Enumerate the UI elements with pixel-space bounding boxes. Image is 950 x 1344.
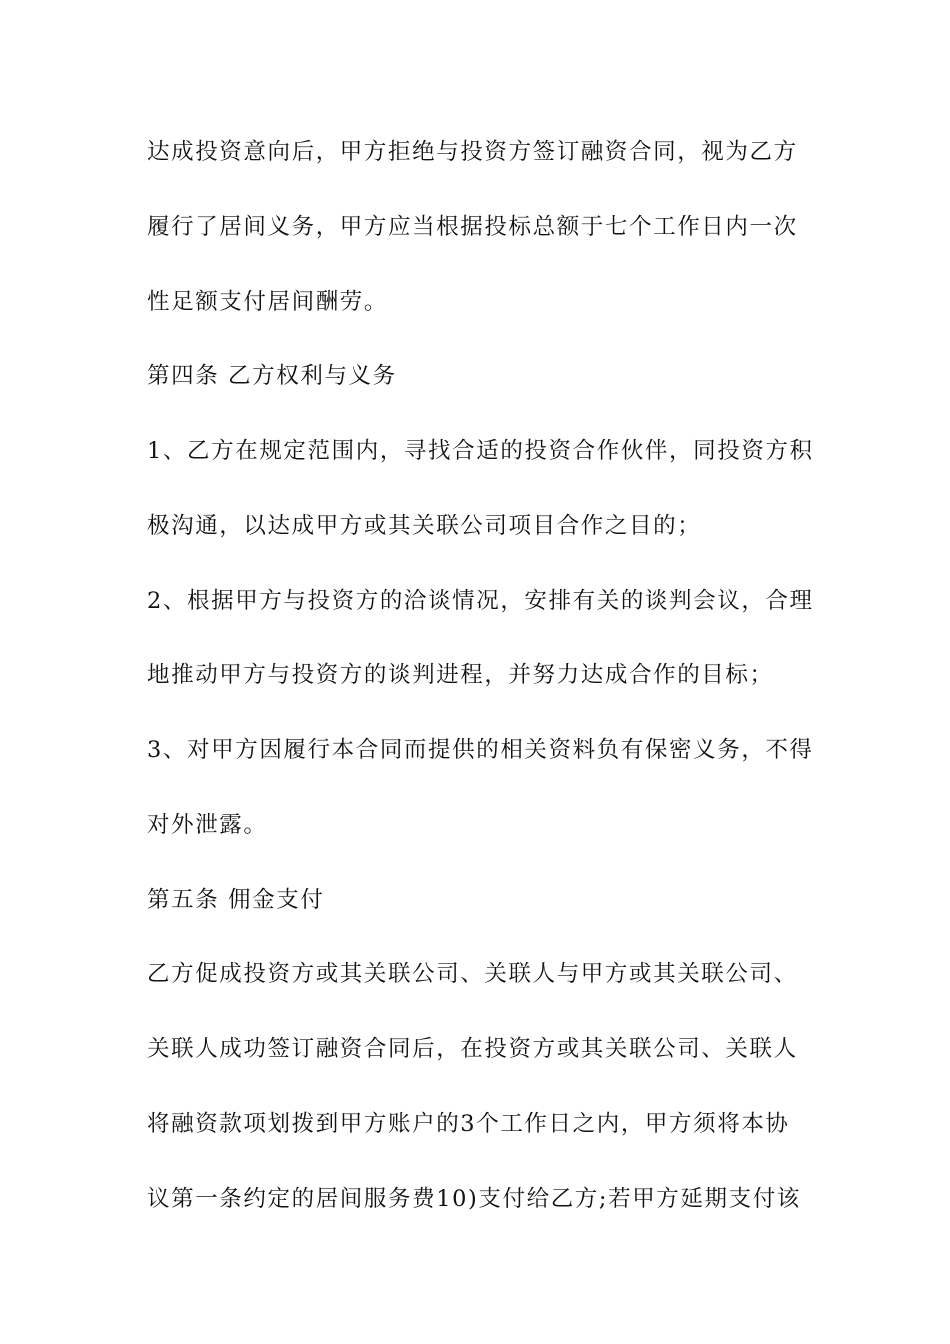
body-text-line: 关联人成功签订融资合同后，在投资方或其关联公司、关联人 [147,1036,798,1062]
body-text-line: 对外泄露。 [147,812,268,838]
body-text-line: 地推动甲方与投资方的谈判进程，并努力达成合作的目标； [147,662,774,688]
body-text-line: 3、对甲方因履行本合同而提供的相关资料负有保密义务，不得 [147,737,814,763]
body-text-line: 履行了居间义务，甲方应当根据投标总额于七个工作日内一次 [147,214,798,240]
body-text-line: 2、根据甲方与投资方的洽谈情况，安排有关的谈判会议，合理 [147,588,814,614]
body-text-line: 议第一条约定的居间服务费10)支付给乙方;若甲方延期支付该 [147,1186,801,1212]
body-text-line: 将融资款项划拨到甲方账户的3个工作日之内，甲方须将本协 [147,1111,790,1137]
body-text-line: 达成投资意向后，甲方拒绝与投资方签订融资合同，视为乙方 [147,139,798,165]
body-text-line: 极沟通，以达成甲方或其关联公司项目合作之目的； [147,513,702,539]
section-heading: 第四条 乙方权利与义务 [147,363,397,389]
body-text-line: 性足额支付居间酬劳。 [147,289,389,315]
body-text-line: 乙方促成投资方或其关联公司、关联人与甲方或其关联公司、 [147,961,798,987]
body-text-line: 1、乙方在规定范围内，寻找合适的投资合作伙伴，同投资方积 [147,438,814,464]
section-heading: 第五条 佣金支付 [147,887,325,913]
